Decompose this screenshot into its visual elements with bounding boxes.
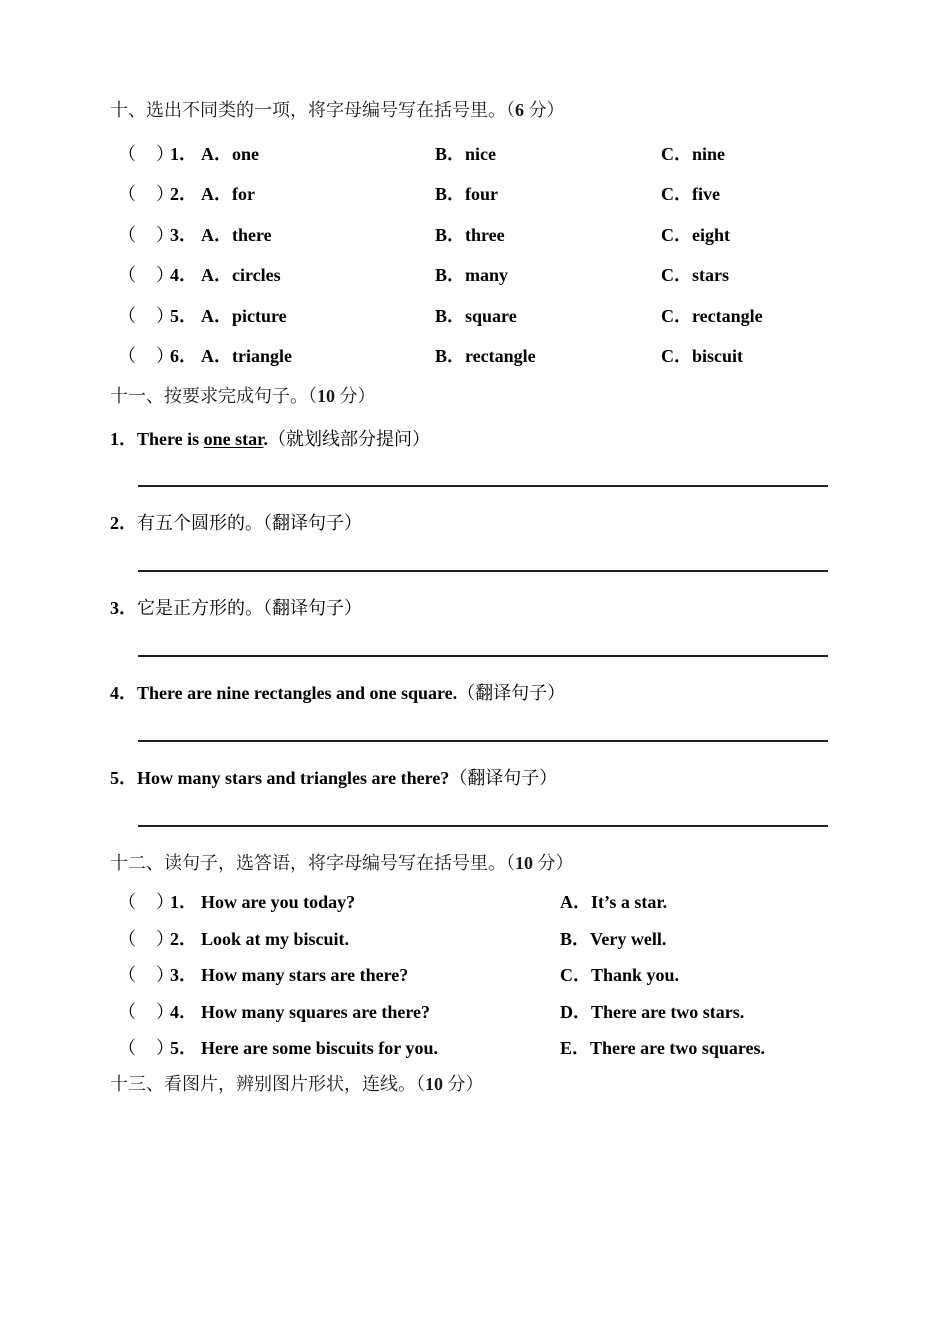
answer-blank[interactable] [118, 925, 174, 951]
paren-open: （ [118, 144, 136, 164]
answer-line-1[interactable] [138, 485, 828, 487]
question-row [118, 221, 272, 247]
answer-line-3[interactable] [138, 655, 828, 657]
section-10-title: 十、选出不同类的一项，将字母编号写在括号里。（ [110, 100, 515, 120]
answer-line-2[interactable] [138, 570, 828, 572]
sentence-item-3 [110, 594, 362, 620]
answer-letter: A． [560, 892, 591, 912]
answer-blank[interactable] [118, 342, 174, 368]
option-c: C．rectangle [661, 306, 763, 326]
paren-close: ） [156, 144, 174, 164]
answer-letter: C． [560, 965, 591, 985]
option-b: B．square [435, 306, 517, 326]
question-text: Here are some biscuits for you. [201, 1038, 438, 1058]
option-b: B．nice [435, 144, 496, 164]
paren-open: （ [118, 346, 136, 366]
option-b: B．three [435, 225, 505, 245]
paren-close: ） [156, 965, 174, 985]
option-c: C．biscuit [661, 346, 744, 366]
answer-text: Very well. [590, 929, 667, 949]
instruction: 有五个圆形的。（翻译句子） [137, 513, 362, 533]
question-number: 5． [170, 1038, 197, 1058]
item-number: 3． [110, 598, 137, 618]
item-number: 2． [110, 513, 137, 533]
paren-open: （ [118, 929, 136, 949]
sentence-item-1 [110, 425, 430, 451]
question-row [118, 302, 287, 328]
answer-letter: B． [560, 929, 591, 949]
answer-text: There are two stars. [591, 1002, 745, 1022]
paren-open: （ [118, 306, 136, 326]
section-13-score-suffix: 分） [443, 1074, 484, 1094]
question-number: 2． [170, 184, 197, 204]
answer-blank[interactable] [118, 998, 174, 1024]
option-b: B．many [435, 265, 509, 285]
answer-text: It’s a star. [591, 892, 668, 912]
answer-blank[interactable] [118, 302, 174, 328]
paren-open: （ [118, 1002, 136, 1022]
section-10-score-suffix: 分） [524, 100, 565, 120]
instruction: （就划线部分提问） [268, 429, 431, 449]
paren-close: ） [156, 265, 174, 285]
item-number: 4． [110, 683, 137, 703]
section-11-heading [110, 382, 376, 408]
question-row [118, 888, 355, 914]
section-12-score-suffix: 分） [533, 853, 574, 873]
item-number: 5． [110, 768, 137, 788]
answer-option-e [560, 1034, 765, 1060]
paren-open: （ [118, 184, 136, 204]
section-11-title: 十一、按要求完成句子。（ [110, 386, 317, 406]
answer-line-5[interactable] [138, 825, 828, 827]
option-a: A．circles [201, 265, 281, 285]
item-number: 1． [110, 429, 137, 449]
sentence-text: There is [137, 429, 204, 449]
option-a: A．for [201, 184, 255, 204]
sentence-period: . [263, 429, 269, 449]
question-text: How many stars are there? [201, 965, 409, 985]
question-text: Look at my biscuit. [201, 929, 350, 949]
option-a: A．triangle [201, 346, 292, 366]
question-number: 5． [170, 306, 197, 326]
answer-text: There are two squares. [590, 1038, 766, 1058]
sentence-item-2 [110, 509, 362, 535]
question-number: 1． [170, 144, 197, 164]
paren-close: ） [156, 1002, 174, 1022]
paren-close: ） [156, 346, 174, 366]
answer-text: Thank you. [591, 965, 680, 985]
question-number: 4． [170, 265, 197, 285]
paren-open: （ [118, 965, 136, 985]
question-row [118, 1034, 438, 1060]
answer-letter: D． [560, 1002, 591, 1022]
sentence-text: How many stars and triangles are there? [137, 768, 450, 788]
question-row [118, 180, 255, 206]
answer-blank[interactable] [118, 140, 174, 166]
section-12-title: 十二、读句子，选答语，将字母编号写在括号里。（ [110, 853, 515, 873]
instruction: （翻译句子） [457, 683, 566, 703]
option-b: B．rectangle [435, 346, 536, 366]
paren-close: ） [156, 306, 174, 326]
question-number: 3． [170, 965, 197, 985]
paren-close: ） [156, 184, 174, 204]
answer-blank[interactable] [118, 1034, 174, 1060]
answer-option-c [560, 961, 679, 987]
paren-open: （ [118, 892, 136, 912]
question-text: How many squares are there? [201, 1002, 430, 1022]
question-row [118, 961, 408, 987]
question-row [118, 342, 292, 368]
answer-blank[interactable] [118, 888, 174, 914]
answer-line-4[interactable] [138, 740, 828, 742]
paren-open: （ [118, 265, 136, 285]
question-number: 6． [170, 346, 197, 366]
option-a: A．one [201, 144, 259, 164]
question-number: 4． [170, 1002, 197, 1022]
option-c: C．nine [661, 144, 726, 164]
paren-close: ） [156, 1038, 174, 1058]
answer-blank[interactable] [118, 261, 174, 287]
sentence-item-5 [110, 764, 557, 790]
question-number: 2． [170, 929, 197, 949]
section-11-score-suffix: 分） [335, 386, 376, 406]
instruction: （翻译句子） [449, 768, 558, 788]
question-row [118, 998, 430, 1024]
option-a: A．there [201, 225, 272, 245]
section-11-score: 10 [317, 386, 335, 406]
section-12-score: 10 [515, 853, 533, 873]
paren-close: ） [156, 225, 174, 245]
section-13-heading [110, 1070, 484, 1096]
underlined-phrase: one star [203, 429, 264, 449]
question-number: 1． [170, 892, 197, 912]
question-number: 3． [170, 225, 197, 245]
section-13-score: 10 [425, 1074, 443, 1094]
option-c: C．stars [661, 265, 729, 285]
sentence-text: There are nine rectangles and one square. [137, 683, 458, 703]
question-row [118, 925, 349, 951]
instruction: 它是正方形的。（翻译句子） [137, 598, 362, 618]
option-b: B．four [435, 184, 498, 204]
question-text: How are you today? [201, 892, 356, 912]
option-a: A．picture [201, 306, 287, 326]
paren-close: ） [156, 892, 174, 912]
question-row [118, 140, 259, 166]
answer-blank[interactable] [118, 180, 174, 206]
option-c: C．eight [661, 225, 730, 245]
answer-option-d [560, 998, 744, 1024]
section-10-heading [110, 96, 565, 122]
paren-close: ） [156, 929, 174, 949]
option-c: C．five [661, 184, 720, 204]
question-row [118, 261, 281, 287]
answer-option-a [560, 888, 667, 914]
section-12-heading [110, 849, 574, 875]
answer-blank[interactable] [118, 221, 174, 247]
section-13-title: 十三、看图片，辨别图片形状，连线。（ [110, 1074, 425, 1094]
sentence-item-4 [110, 679, 565, 705]
answer-option-b [560, 925, 666, 951]
paren-open: （ [118, 225, 136, 245]
answer-blank[interactable] [118, 961, 174, 987]
paren-open: （ [118, 1038, 136, 1058]
section-10-score: 6 [515, 100, 524, 120]
answer-letter: E． [560, 1038, 591, 1058]
